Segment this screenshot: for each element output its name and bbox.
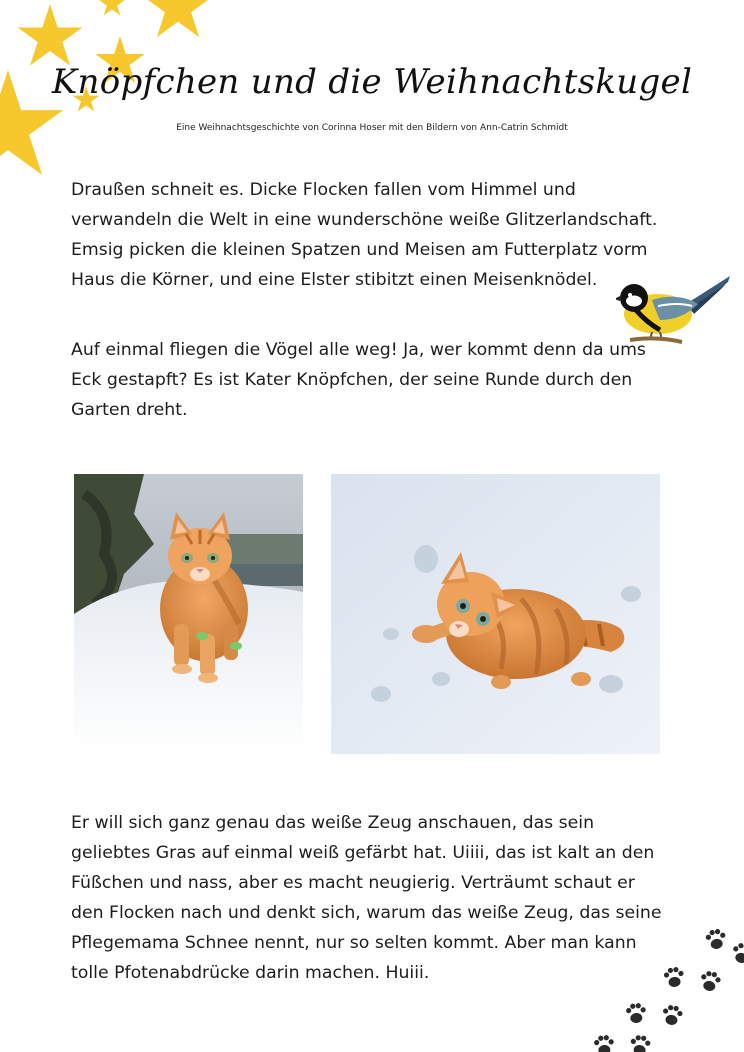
page-subtitle: Eine Weihnachtsgeschichte von Corinna Hoser mit den Bildern von Ann-Catrin Schmidt — [176, 123, 568, 133]
paw-print-icon — [586, 920, 744, 1052]
page-title: Knöpfchen und die Weihnachtskugel — [51, 62, 693, 102]
cat-in-snow-photo — [331, 474, 660, 754]
cat-standing-photo — [74, 474, 303, 754]
paragraph-1: Draußen schneit es. Dicke Flocken fallen vom Himmel und verwandeln die Welt in eine wunderschöne weiße Glitzerlandschaft. Emsig picken die kleinen Spatzen und Meisen am Futterplatz vorm Haus die Körner, und eine Elster stibitzt einen Meisenknödel. — [71, 180, 658, 290]
paragraph-2: Auf einmal fliegen die Vögel alle weg! Ja, wer kommt denn da ums Eck gestapft? Es ist Kater Knöpfchen, der seine Runde durch den Garten dreht. — [71, 340, 646, 420]
paragraph-3: Er will sich ganz genau das weiße Zeug anschauen, das sein geliebtes Gras auf einmal weiß gefärbt hat. Uiiii, das ist kalt an den Füßchen und nass, aber es macht neugierig. Verträumt schaut er den Flocken nach und denkt sich, warum das weiße Zeug, das seine Pflegemama Schnee nennt, nur so selten kommt. Aber man kann tolle Pfotenabdrücke darin machen. Huiii. — [71, 813, 662, 983]
